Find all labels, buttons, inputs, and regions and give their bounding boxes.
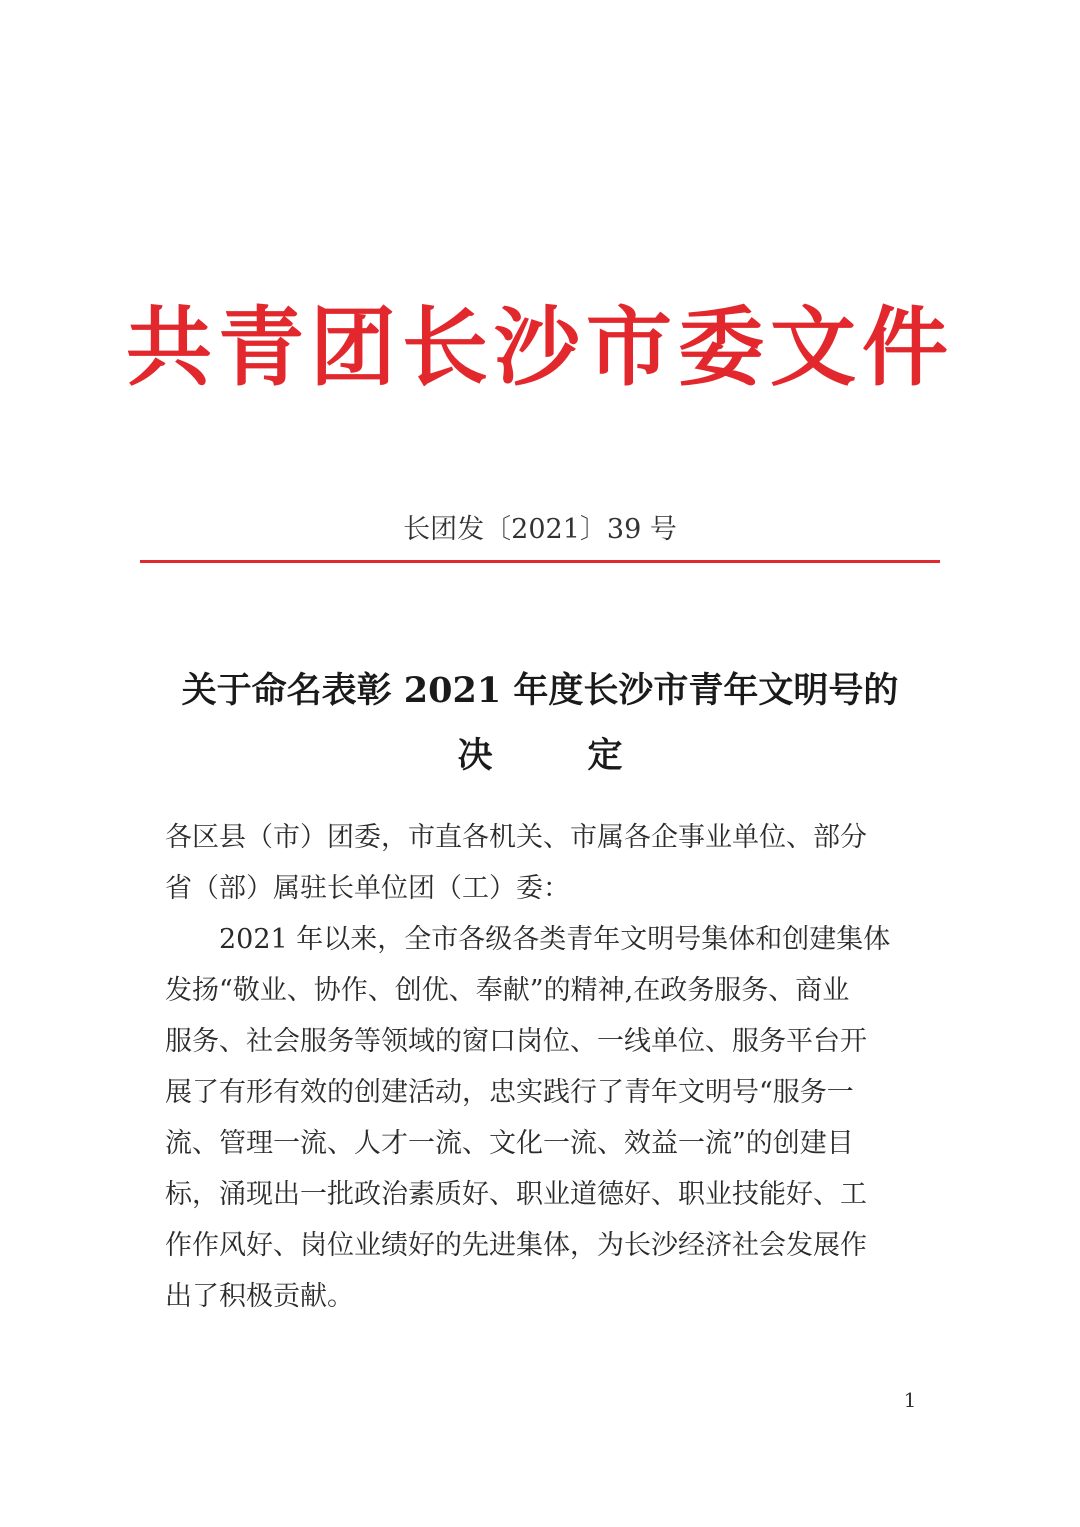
document-title-line-1: 关于命名表彰 2021 年度长沙市青年文明号的 xyxy=(181,670,899,711)
issuer-heading: 共青团长沙市委文件 xyxy=(126,297,954,398)
page-number: 1 xyxy=(903,1388,917,1412)
body-paragraph xyxy=(165,914,920,1322)
paragraph-line: 展了有形有效的创建活动，忠实践行了青年文明号“服务一 xyxy=(165,1077,854,1108)
salutation-line: 各区县（市）团委，市直各机关、市属各企事业单位、部分 xyxy=(165,822,867,853)
paragraph-line: 2021 年以来，全市各级各类青年文明号集体和创建集体 xyxy=(219,924,891,955)
paragraph-line: 作作风好、岗位业绩好的先进集体，为长沙经济社会发展作 xyxy=(165,1230,867,1261)
salutation xyxy=(165,812,920,914)
paragraph-line: 服务、社会服务等领域的窗口岗位、一线单位、服务平台开 xyxy=(165,1026,867,1057)
paragraph-line: 出了积极贡献。 xyxy=(165,1281,354,1312)
document-number: 长团发〔2021〕39 号 xyxy=(403,514,677,545)
document-title-line-2: 决 定 xyxy=(457,735,653,776)
salutation-line: 省（部）属驻长单位团（工）委： xyxy=(165,873,570,904)
paragraph-line: 发扬“敬业、协作、创优、奉献”的精神,在政务服务、商业 xyxy=(165,975,850,1006)
red-divider-line xyxy=(140,560,940,563)
paragraph-line: 标，涌现出一批政治素质好、职业道德好、职业技能好、工 xyxy=(165,1179,867,1210)
paragraph-line: 流、管理一流、人才一流、文化一流、效益一流”的创建目 xyxy=(165,1128,854,1159)
